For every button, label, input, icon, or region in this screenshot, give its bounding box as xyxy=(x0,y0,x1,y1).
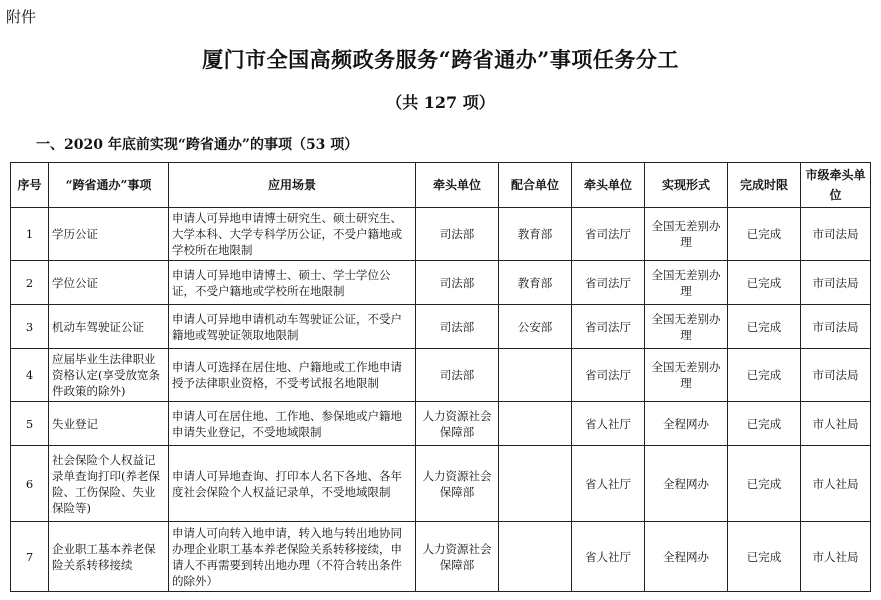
row-index: 1 xyxy=(11,208,49,261)
header-city-lead: 市级牵头单位 xyxy=(801,163,871,208)
row-lead-unit: 司法部 xyxy=(416,208,499,261)
row-form: 全程网办 xyxy=(645,446,728,522)
row-city-lead: 市人社局 xyxy=(801,446,871,522)
row-scenario: 申请人可异地申请机动车驾驶证公证，不受户籍地或驾驶证领取地限制 xyxy=(169,305,416,349)
row-province-lead: 省司法厅 xyxy=(572,305,645,349)
row-item: 应届毕业生法律职业资格认定(享受放宽条件政策的除外) xyxy=(49,349,169,402)
table-row xyxy=(11,349,871,402)
row-form: 全程网办 xyxy=(645,402,728,446)
row-item: 学历公证 xyxy=(49,208,169,261)
row-scenario: 申请人可在居住地、工作地、参保地或户籍地申请失业登记，不受地域限制 xyxy=(169,402,416,446)
row-province-lead: 省人社厅 xyxy=(572,446,645,522)
row-deadline: 已完成 xyxy=(728,261,801,305)
row-deadline: 已完成 xyxy=(728,402,801,446)
table-row xyxy=(11,305,871,349)
row-deadline: 已完成 xyxy=(728,446,801,522)
header-province-lead: 牵头单位 xyxy=(572,163,645,208)
row-city-lead: 市司法局 xyxy=(801,305,871,349)
row-lead-unit: 人力资源社会保障部 xyxy=(416,446,499,522)
row-lead-unit: 人力资源社会保障部 xyxy=(416,402,499,446)
row-item: 社会保险个人权益记录单查询打印(养老保险、工伤保险、失业保险等) xyxy=(49,446,169,522)
header-coop-unit: 配合单位 xyxy=(499,163,572,208)
annex-label: 附件 xyxy=(6,8,37,26)
row-lead-unit: 司法部 xyxy=(416,261,499,305)
row-scenario: 申请人可异地查询、打印本人名下各地、各年度社会保险个人权益记录单，不受地域限制 xyxy=(169,446,416,522)
row-lead-unit: 司法部 xyxy=(416,349,499,402)
row-province-lead: 省人社厅 xyxy=(572,402,645,446)
row-form: 全国无差别办理 xyxy=(645,305,728,349)
row-coop-unit xyxy=(499,522,572,592)
row-city-lead: 市人社局 xyxy=(801,522,871,592)
header-index: 序号 xyxy=(11,163,49,208)
row-index: 7 xyxy=(11,522,49,592)
row-index: 2 xyxy=(11,261,49,305)
table-row xyxy=(11,402,871,446)
row-coop-unit xyxy=(499,402,572,446)
row-index: 3 xyxy=(11,305,49,349)
row-city-lead: 市司法局 xyxy=(801,261,871,305)
row-scenario: 申请人可向转入地申请，转入地与转出地协同办理企业职工基本养老保险关系转移接续，申请人不再需要到转出地办理（不符合转出条件的除外） xyxy=(169,522,416,592)
row-scenario: 申请人可选择在居住地、户籍地或工作地申请授予法律职业资格，不受考试报名地限制 xyxy=(169,349,416,402)
table-row xyxy=(11,446,871,522)
row-item: 失业登记 xyxy=(49,402,169,446)
row-coop-unit xyxy=(499,446,572,522)
row-coop-unit: 教育部 xyxy=(499,208,572,261)
row-form: 全程网办 xyxy=(645,522,728,592)
row-lead-unit: 人力资源社会保障部 xyxy=(416,522,499,592)
row-city-lead: 市司法局 xyxy=(801,349,871,402)
row-deadline: 已完成 xyxy=(728,305,801,349)
row-index: 5 xyxy=(11,402,49,446)
row-coop-unit xyxy=(499,349,572,402)
header-deadline: 完成时限 xyxy=(728,163,801,208)
task-table xyxy=(10,162,871,592)
row-city-lead: 市人社局 xyxy=(801,402,871,446)
header-item: “跨省通办”事项 xyxy=(49,163,169,208)
row-province-lead: 省司法厅 xyxy=(572,349,645,402)
row-province-lead: 省司法厅 xyxy=(572,208,645,261)
row-city-lead: 市司法局 xyxy=(801,208,871,261)
row-deadline: 已完成 xyxy=(728,349,801,402)
row-province-lead: 省司法厅 xyxy=(572,261,645,305)
row-province-lead: 省人社厅 xyxy=(572,522,645,592)
header-form: 实现形式 xyxy=(645,163,728,208)
table-row xyxy=(11,522,871,592)
row-form: 全国无差别办理 xyxy=(645,349,728,402)
row-scenario: 申请人可异地申请博士研究生、硕士研究生、大学本科、大学专科学历公证，不受户籍地或学校所在地限制 xyxy=(169,208,416,261)
row-deadline: 已完成 xyxy=(728,522,801,592)
table-row xyxy=(11,208,871,261)
document-title: 厦门市全国高频政务服务“跨省通办”事项任务分工 xyxy=(202,47,679,72)
row-form: 全国无差别办理 xyxy=(645,208,728,261)
row-item: 企业职工基本养老保险关系转移接续 xyxy=(49,522,169,592)
row-coop-unit: 公安部 xyxy=(499,305,572,349)
table-row xyxy=(11,261,871,305)
row-coop-unit: 教育部 xyxy=(499,261,572,305)
table-header-row xyxy=(11,163,871,208)
row-item: 学位公证 xyxy=(49,261,169,305)
row-index: 6 xyxy=(11,446,49,522)
row-form: 全国无差别办理 xyxy=(645,261,728,305)
row-index: 4 xyxy=(11,349,49,402)
row-scenario: 申请人可异地申请博士、硕士、学士学位公证，不受户籍地或学校所在地限制 xyxy=(169,261,416,305)
row-item: 机动车驾驶证公证 xyxy=(49,305,169,349)
row-deadline: 已完成 xyxy=(728,208,801,261)
row-lead-unit: 司法部 xyxy=(416,305,499,349)
document-subtitle: （共 127 项） xyxy=(386,93,495,112)
header-scenario: 应用场景 xyxy=(169,163,416,208)
header-lead-unit: 牵头单位 xyxy=(416,163,499,208)
section-heading: 一、2020 年底前实现“跨省通办”的事项（53 项） xyxy=(36,137,359,153)
